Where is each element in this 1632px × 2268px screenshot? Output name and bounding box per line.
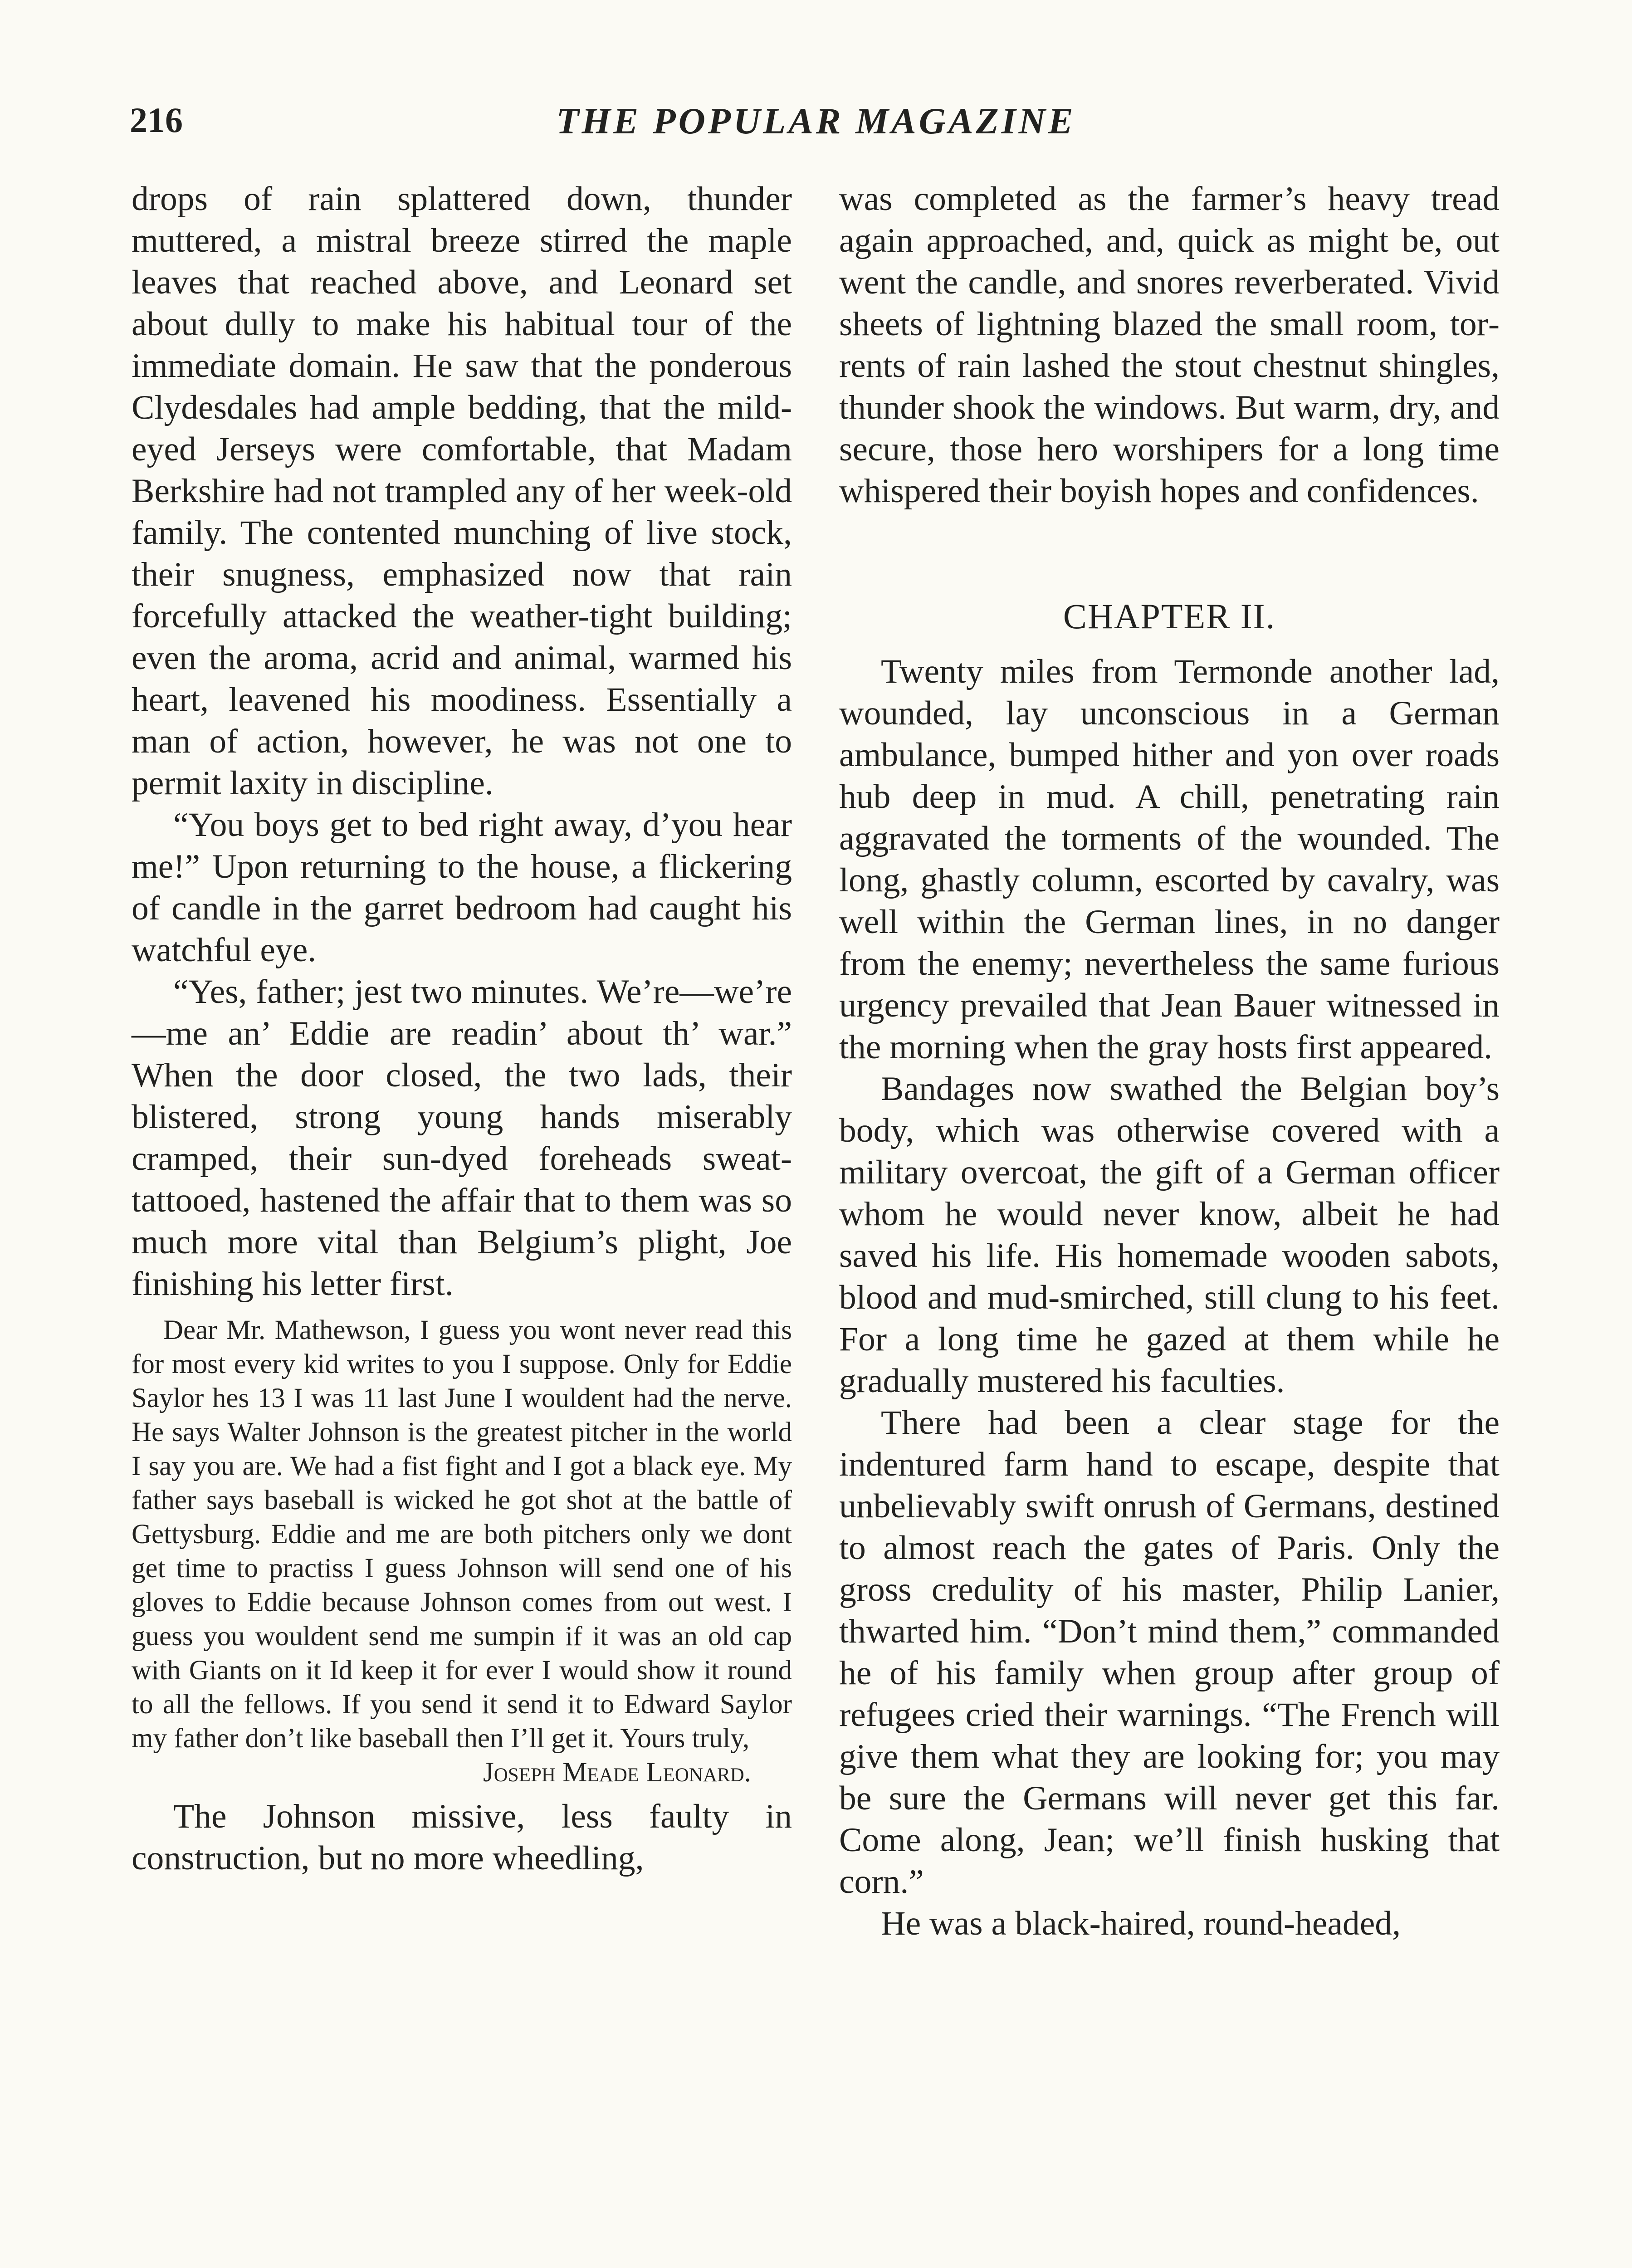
left-paragraph-3: “Yes, father; jest two minutes. We’re—we’re—me an’ Eddie are readin’ about th’ war.” When the door closed, the two lads, their blistered, strong young hands miserably cramped, their sun-dyed foreheads sweat-tattooed, hastened the affair that to them was so much more vital than Belgium’s plight, Joe finishing his letter first. [132, 973, 792, 1303]
right-paragraph-3: Bandages now swathed the Belgian boy’s body, which was otherwise covered with a military overcoat, the gift of a German officer whom he would never know, albeit he had saved his life. His homemade wooden sabots, blood and mud-smirched, still clung to his feet. For a long time he gazed at them while he gradually mustered his faculties. [839, 1070, 1500, 1400]
left-paragraph-4: The Johnson missive, less faulty in construction, but no more wheedling, [132, 1798, 792, 1877]
letter-body: Dear Mr. Mathewson, I guess you wont never read this for most every kid writes to you I suppose. Only for Eddie Saylor hes 13 I was 11 last June I wouldent had the nerve. He says Walter Johnson is the greatest pitcher in the world I say you are. We had a fist fight and I got a black eye. My father says baseball is wicked he got shot at the battle of Gettysburg. Eddie and me are both pitchers only we dont get time to practiss I guess Johnson will send one of his gloves to Eddie because Johnson comes from out west. I guess you wouldent send me sumpin if it was an old cap with Giants on it Id keep it for ever I would show it round to all the fellows. If you send it send it to Edward Saylor my father don’t like baseball then I’ll get it. Yours truly, [132, 1315, 792, 1754]
right-column [839, 178, 1500, 1945]
left-paragraph-1: drops of rain splattered down, thunder muttered, a mistral breeze stirred the maple leaves that reached above, and Leonard set about dully to make his habitual tour of the immediate domain. He saw that the ponderous Clydesdales had ample bedding, that the mild-eyed Jerseys were comfortable, that Madam Berkshire had not trampled any of her week-old family. The contented munching of live stock, their snugness, emphasized now that rain forcefully attacked the weather-tight building; even the aroma, acrid and animal, warmed his heart, leavened his moodiness. Essentially a man of action, however, he was not one to permit laxity in discipline. [132, 180, 792, 802]
left-paragraph-2: “You boys get to bed right away, d’you hear me!” Upon returning to the house, a flickering of candle in the garret bedroom had caught his watchful eye. [132, 806, 792, 969]
letter-block [132, 1313, 792, 1755]
right-paragraph-5: He was a black-haired, round-headed, [881, 1905, 1401, 1942]
right-paragraph-2: Twenty miles from Termonde another lad, wounded, lay unconscious in a German ambulance, bumped hither and yon over roads hub deep in mud. A chill, penetrating rain aggravated the torments of the wounded. The long, ghastly column, escorted by cavalry, was well within the German lines, in no danger from the enemy; nevertheless the same furious urgency prevailed that Jean Bauer witnessed in the morning when the gray hosts first appeared. [839, 653, 1500, 1066]
right-paragraph-4: There had been a clear stage for the indentured farm hand to escape, despite that unbelievably swift onrush of Germans, destined to almost reach the gates of Paris. Only the gross credulity of his master, Philip Lanier, thwarted him. “Don’t mind them,” commanded he of his family when group after group of refugees cried their warnings. “The French will give them what they are looking for; you may be sure the Germans will never get this far. Come along, Jean; we’ll finish husking that corn.” [839, 1404, 1500, 1901]
chapter-heading: CHAPTER II. [1063, 596, 1276, 636]
page-number: 216 [130, 100, 183, 140]
left-column [132, 178, 792, 1879]
letter-signature: Joseph Meade Leonard. [483, 1757, 751, 1788]
right-paragraph-1: was completed as the farmer’s heavy tread again approached, and, quick as might be, out went the candle, and snores reverberated. Vivid sheets of lightning blazed the small room, torrents of rain lashed the stout chestnut shingles, thunder shook the windows. But warm, dry, and secure, those hero worshipers for a long time whispered their boyish hopes and confidences. [839, 180, 1500, 510]
running-head: THE POPULAR MAGAZINE [556, 100, 1076, 142]
